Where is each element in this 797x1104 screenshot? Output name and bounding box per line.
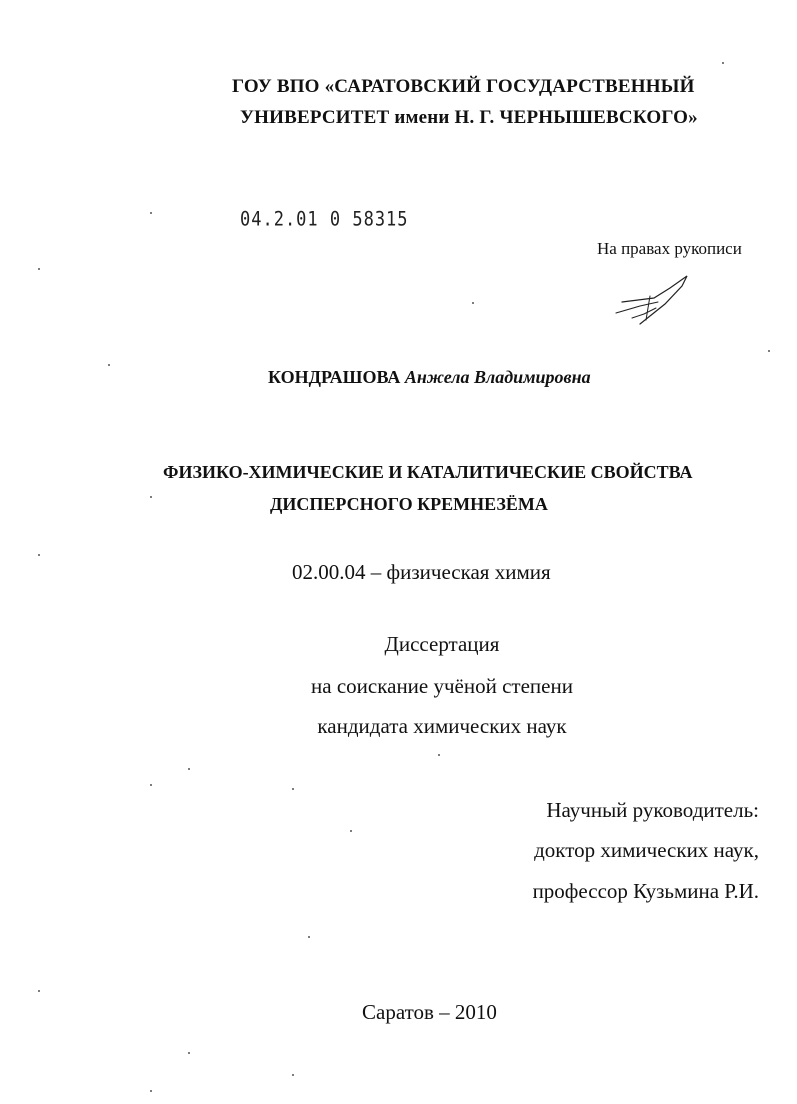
scan-speck	[150, 212, 152, 214]
thesis-degree: кандидата химических наук	[317, 714, 567, 738]
scan-speck	[150, 1090, 152, 1092]
scan-speck	[150, 496, 152, 498]
university-line-2: УНИВЕРСИТЕТ имени Н. Г. ЧЕРНЫШЕВСКОГО»	[240, 107, 698, 128]
scan-speck	[472, 302, 474, 304]
scan-speck	[350, 830, 352, 832]
registration-stamp: 04.2.01 0 58315	[240, 208, 409, 231]
scan-speck	[292, 788, 294, 790]
advisor-name: профессор Кузьмина Р.И.	[532, 879, 759, 903]
title-line-1: ФИЗИКО-ХИМИЧЕСКИЕ И КАТАЛИТИЧЕСКИЕ СВОЙСТВА	[163, 462, 693, 482]
university-line-1: ГОУ ВПО «САРАТОВСКИЙ ГОСУДАРСТВЕННЫЙ	[232, 76, 695, 97]
scan-speck	[722, 62, 724, 64]
author-surname: КОНДРАШОВА	[268, 367, 401, 387]
advisor-label: Научный руководитель:	[546, 798, 759, 822]
specialty-code: 02.00.04 – физическая химия	[292, 560, 551, 584]
scan-speck	[308, 936, 310, 938]
scan-speck	[438, 754, 440, 756]
scan-speck	[150, 784, 152, 786]
handwritten-signature-icon	[610, 268, 700, 338]
city-year: Саратов – 2010	[362, 1000, 497, 1024]
scan-speck	[188, 1052, 190, 1054]
scan-speck	[38, 990, 40, 992]
scan-speck	[38, 554, 40, 556]
advisor-degree: доктор химических наук,	[534, 838, 759, 862]
title-line-2: ДИСПЕРСНОГО КРЕМНЕЗЁМА	[270, 494, 548, 514]
scan-speck	[108, 364, 110, 366]
scan-speck	[768, 350, 770, 352]
author-given-names: Анжела Владимировна	[404, 367, 591, 387]
author-name	[268, 367, 591, 388]
thesis-purpose: на соискание учёной степени	[311, 674, 573, 698]
scan-speck	[38, 268, 40, 270]
scan-speck	[188, 768, 190, 770]
rights-note: На правах рукописи	[597, 239, 742, 258]
scan-speck	[292, 1074, 294, 1076]
thesis-type: Диссертация	[384, 632, 500, 656]
